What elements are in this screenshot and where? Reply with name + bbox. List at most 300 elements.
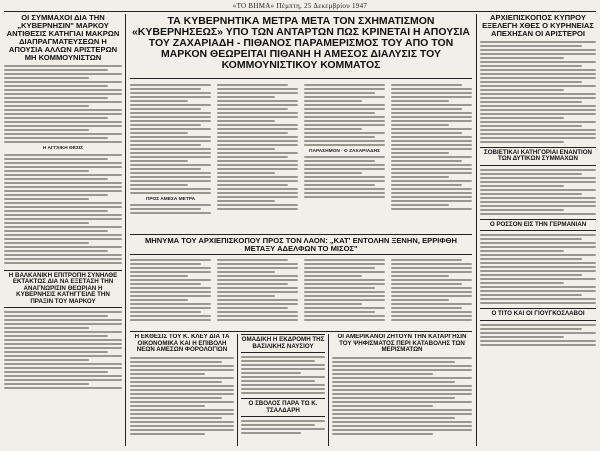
text-line <box>304 307 385 309</box>
text-line <box>332 361 455 363</box>
text-line <box>4 258 122 260</box>
text-line <box>4 230 108 232</box>
text-line <box>480 173 582 175</box>
text-line <box>332 417 455 419</box>
text-line <box>130 377 234 379</box>
text-line <box>332 369 472 371</box>
text-line <box>217 164 298 166</box>
text-line <box>217 184 288 186</box>
text-line <box>480 97 596 99</box>
masthead-rule <box>4 11 596 12</box>
left-kicker: Η ΑΓΓΛΙΚΗ ΘΕΣΙΣ <box>42 145 84 151</box>
right-story-1-body <box>480 41 596 143</box>
text-line <box>391 128 472 130</box>
message-col-1 <box>130 257 211 323</box>
text-line <box>4 363 122 365</box>
text-line <box>4 158 108 160</box>
text-line <box>4 319 122 321</box>
text-line <box>241 428 325 430</box>
text-line <box>391 311 472 313</box>
left-headline: ΟΙ ΣΥΜΜΑΧΟΙ ΔΙΑ ΤΗΝ „ΚΥΒΕΡΝΗΣΙΝ" ΜΑΡΚΟΥ ΑΝΤΙΘΕΣΙΣ ΚΑΤΗΓΙΑΙ ΜΑΚΡΩΝ ΔΙΑΠΡΑΓΜΑΤΕΥΣΕΩΝ Η ΑΠΟΥΣΙΑ ΑΛΛΩΝ ΑΡΙΣΤΕΡΩΝ ΜΗ ΚΟΜΜΟΥΝΙΣΤΩΝ <box>6 14 120 62</box>
banner-rule <box>130 78 472 79</box>
text-line <box>130 397 222 399</box>
text-line <box>332 385 472 387</box>
text-line <box>217 188 298 190</box>
text-line <box>332 409 472 411</box>
text-line <box>480 328 582 330</box>
text-line <box>241 356 325 358</box>
text-line <box>480 242 596 244</box>
text-line <box>4 234 122 236</box>
text-line <box>4 178 108 180</box>
text-line <box>130 381 222 383</box>
text-line <box>241 432 301 434</box>
text-line <box>130 311 201 313</box>
text-line <box>304 196 385 198</box>
text-line <box>391 188 472 190</box>
text-line <box>4 73 122 75</box>
text-line <box>4 210 108 212</box>
message-rule-top <box>130 234 472 235</box>
text-line <box>4 331 122 333</box>
bottom-divider-1 <box>237 334 238 446</box>
text-line <box>130 120 211 122</box>
bottom-story-2-box <box>241 334 325 353</box>
main-body-col-4 <box>391 82 472 216</box>
text-line <box>304 108 385 110</box>
text-line <box>4 129 89 131</box>
text-line <box>217 152 298 154</box>
text-line <box>304 275 362 277</box>
left-second-body <box>4 311 122 389</box>
text-line <box>480 282 564 284</box>
text-line <box>241 368 325 370</box>
text-line <box>217 299 298 301</box>
text-line <box>480 234 596 236</box>
text-line <box>304 319 385 321</box>
text-line <box>4 359 89 361</box>
text-line <box>4 339 122 341</box>
main-banner <box>130 16 472 76</box>
text-line <box>332 381 455 383</box>
text-line <box>304 160 375 162</box>
text-line <box>130 283 201 285</box>
main-body-col-3 <box>304 82 385 216</box>
text-line <box>4 347 122 349</box>
text-line <box>391 303 472 305</box>
text-line <box>304 156 385 158</box>
text-line <box>4 311 122 313</box>
text-line <box>480 65 582 67</box>
text-line <box>332 413 472 415</box>
text-line <box>4 250 108 252</box>
text-line <box>217 315 298 317</box>
right-headline: ΑΡΧΙΕΠΙΣΚΟΠΟΣ ΚΥΠΡΟΥ ΕΞΕΛΕΓΗ ΧΘΕΣ Ο ΚΥΡΗΝΕΙΑΣ ΑΠΕΧΗΣΑΝ ΟΙ ΑΡΙΣΤΕΡΟΙ <box>482 14 594 38</box>
bottom-story-3-box <box>241 398 325 417</box>
text-line <box>480 101 582 103</box>
text-line <box>130 275 188 277</box>
text-line <box>217 196 298 198</box>
text-line <box>130 409 234 411</box>
text-line <box>480 302 596 304</box>
masthead-title: «ΤΟ ΒΗΜΑ» Πέμπτη, 25 Δεκεμβρίου 1947 <box>232 2 368 10</box>
text-line <box>130 303 211 305</box>
text-line <box>4 154 122 156</box>
text-line <box>130 144 201 146</box>
text-line <box>480 286 596 288</box>
text-line <box>241 380 315 382</box>
text-line <box>217 291 298 293</box>
text-line <box>4 170 89 172</box>
text-line <box>391 116 472 118</box>
text-line <box>332 429 472 431</box>
text-line <box>241 388 325 390</box>
text-line <box>4 242 89 244</box>
text-line <box>4 81 122 83</box>
text-line <box>304 311 375 313</box>
right-story-3-headline: Ο ΡΟΣΣΟΝ ΕΙΣ ΤΗΝ ΓΕΡΜΑΝΙΑΝ <box>489 220 587 228</box>
text-line <box>480 61 596 63</box>
left-article-body-2 <box>4 154 122 264</box>
text-line <box>4 222 89 224</box>
text-line <box>241 376 325 378</box>
text-line <box>217 112 298 114</box>
bottom-divider-2 <box>328 334 329 446</box>
text-line <box>391 267 472 269</box>
text-line <box>304 299 385 301</box>
text-line <box>217 88 298 90</box>
text-line <box>130 405 205 407</box>
text-line <box>480 262 596 264</box>
text-line <box>130 291 211 293</box>
left-article-body <box>4 65 122 143</box>
text-line <box>4 202 122 204</box>
text-line <box>391 132 462 134</box>
text-line <box>130 96 211 98</box>
text-line <box>217 271 275 273</box>
text-line <box>480 133 596 135</box>
right-story-3-box <box>480 219 596 232</box>
text-line <box>391 283 462 285</box>
text-line <box>480 41 596 43</box>
text-line <box>4 375 122 377</box>
bottom-story-4-body <box>332 357 472 435</box>
text-line <box>130 168 201 170</box>
text-line <box>217 283 288 285</box>
text-line <box>4 371 108 373</box>
right-story-4-headline: Ο ΤΙΤΟ ΚΑΙ ΟΙ ΓΙΟΥΓΚΟΣΛΑΒΟΙ <box>491 310 585 318</box>
text-line <box>304 140 385 142</box>
main-kicker-1: ΠΡΟΣ ΑΜΕΣΑ ΜΕΤΡΑ <box>145 197 196 202</box>
text-line <box>217 84 288 86</box>
text-line <box>480 201 596 203</box>
text-line <box>4 379 122 381</box>
main-body-col-1 <box>130 82 211 216</box>
text-line <box>130 84 211 86</box>
text-line <box>304 295 385 297</box>
text-line <box>130 433 205 435</box>
text-line <box>130 389 234 391</box>
text-line <box>4 315 108 317</box>
text-line <box>217 108 288 110</box>
text-line <box>4 97 108 99</box>
text-line <box>391 295 472 297</box>
text-line <box>4 77 89 79</box>
text-line <box>480 53 596 55</box>
text-line <box>130 263 201 265</box>
text-line <box>241 372 301 374</box>
text-line <box>217 116 298 118</box>
bottom-story-1-headline: Η ΕΚΘΕΣΙΣ ΤΟΥ Κ. ΚΛΕΥ ΔΙΑ ΤΑ ΟΙΚΟΝΟΜΙΚΑ ΚΑΙ Η ΕΠΙΒΟΛΗ ΝΕΩΝ ΑΜΕΣΩΝ ΦΟΡΟΛΟΓΙΩΝ <box>134 334 230 353</box>
text-line <box>304 92 375 94</box>
text-line <box>4 93 122 95</box>
text-line <box>130 385 234 387</box>
text-line <box>4 226 122 228</box>
text-line <box>391 92 472 94</box>
text-line <box>130 429 234 431</box>
text-line <box>4 246 122 248</box>
column-rule-left <box>125 14 126 446</box>
message-body-columns <box>130 257 472 323</box>
text-line <box>480 258 582 260</box>
text-line <box>130 365 234 367</box>
text-line <box>391 152 449 154</box>
text-line <box>217 128 298 130</box>
text-line <box>217 144 298 146</box>
text-line <box>304 104 385 106</box>
bottom-story-2-body <box>241 356 325 394</box>
text-line <box>130 108 201 110</box>
bottom-story-1-body <box>130 357 234 435</box>
text-line <box>304 120 385 122</box>
text-line <box>391 100 449 102</box>
text-line <box>130 421 234 423</box>
text-line <box>391 124 449 126</box>
text-line <box>304 128 362 130</box>
text-line <box>4 190 122 192</box>
bottom-rule <box>130 331 472 332</box>
text-line <box>304 287 375 289</box>
text-line <box>332 433 433 435</box>
text-line <box>304 176 385 178</box>
text-line <box>480 266 596 268</box>
text-line <box>391 204 449 206</box>
text-line <box>391 156 472 158</box>
main-body-col-2 <box>217 82 298 216</box>
text-line <box>241 360 315 362</box>
text-line <box>391 299 449 301</box>
text-line <box>332 373 433 375</box>
text-line <box>391 275 449 277</box>
text-line <box>4 89 122 91</box>
text-line <box>130 295 211 297</box>
text-line <box>130 279 211 281</box>
text-line <box>4 133 122 135</box>
text-line <box>130 287 211 289</box>
bottom-story-3-headline: Ο ΣΒΟΛΟΣ ΠΑΡΑ ΤΩ Κ. ΤΣΑΛΔΑΡΗ <box>248 400 318 414</box>
text-line <box>217 124 298 126</box>
bottom-story-4-headline: ΟΙ ΑΜΕΡΙΚΑΝΟΙ ΖΗΤΟΥΝ ΤΗΝ ΚΑΤΑΡΓΗΣΙΝ ΤΟΥ ΨΗΦΙΣΜΑΤΟΣ ΠΕΡΙ ΚΑΤΑΒΟΛΗΣ ΤΩΝ ΜΕΡΙΣΜΑΤΩΝ <box>337 334 467 353</box>
text-line <box>217 96 275 98</box>
text-line <box>130 307 211 309</box>
text-line <box>130 393 234 395</box>
text-line <box>391 208 472 210</box>
main-kicker-2: ΠΑΡΑΣΗΜΟΝ · Ο ΖΑΧΑΡΙΑΔΗΣ <box>309 149 380 154</box>
text-line <box>130 100 188 102</box>
text-line <box>130 319 211 321</box>
text-line <box>217 132 288 134</box>
text-line <box>480 197 596 199</box>
text-line <box>4 327 89 329</box>
text-line <box>4 186 122 188</box>
text-line <box>480 250 564 252</box>
main-headline: ΤΑ ΚΥΒΕΡΝΗΤΙΚΑ ΜΕΤΡΑ ΜΕΤΑ ΤΟΝ ΣΧΗΜΑΤΙΣΜΟΝ «ΚΥΒΕΡΝΗΣΕΩΣ» ΥΠΟ ΤΩΝ ΑΝΤΑΡΤΩΝ ΠΩΣ ΚΡΙΝΕΤΑΙ Η ΑΠΟΥΣΙΑ ΤΟΥ ΖΑΧΑΡΙΑΔΗ - ΠΙΘΑΝΟΣ ΠΑΡΑΜΕΡΙΣΜΟΣ ΤΟΥ ΑΠΟ ΤΟΝ ΜΑΡΚΟΝ ΘΕΩΡΕΙΤΑΙ ΠΙΘΑΝΗ Η ΑΜΕΣΟΣ ΔΙΑΛΥΣΙΣ ΤΟΥ ΚΟΜΜΟΥΝΙΣΤΙΚΟΥ ΚΟΜΜΑΤΟΣ <box>131 16 471 72</box>
message-body <box>130 257 472 329</box>
text-line <box>391 172 472 174</box>
text-line <box>130 299 188 301</box>
text-line <box>4 262 122 264</box>
text-line <box>304 168 385 170</box>
text-line <box>391 84 462 86</box>
text-line <box>391 144 472 146</box>
text-line <box>304 263 385 265</box>
text-line <box>304 283 385 285</box>
text-line <box>130 373 205 375</box>
text-line <box>217 92 298 94</box>
text-line <box>217 140 298 142</box>
column-rule-right <box>476 14 477 446</box>
text-line <box>391 287 472 289</box>
text-line <box>130 180 211 182</box>
text-line <box>391 200 472 202</box>
text-line <box>4 85 108 87</box>
text-line <box>332 425 472 427</box>
text-line <box>217 120 275 122</box>
text-line <box>332 421 472 423</box>
text-line <box>391 104 472 106</box>
text-line <box>304 303 362 305</box>
text-line <box>217 295 275 297</box>
text-line <box>4 166 122 168</box>
text-line <box>391 196 472 198</box>
text-line <box>391 88 472 90</box>
text-line <box>4 182 122 184</box>
text-line <box>480 290 596 292</box>
text-line <box>4 137 108 139</box>
text-line <box>480 137 596 139</box>
text-line <box>391 164 472 166</box>
text-line <box>217 279 298 281</box>
text-line <box>4 367 122 369</box>
text-line <box>304 116 385 118</box>
right-story-2-body <box>480 169 596 215</box>
text-line <box>4 125 122 127</box>
text-line <box>391 259 462 261</box>
text-line <box>480 69 596 71</box>
text-line <box>217 136 298 138</box>
text-line <box>332 389 472 391</box>
text-line <box>4 323 122 325</box>
text-line <box>480 332 596 334</box>
text-line <box>4 69 108 71</box>
text-line <box>130 116 211 118</box>
text-line <box>130 259 211 261</box>
text-line <box>217 168 298 170</box>
text-line <box>480 89 564 91</box>
text-line <box>241 420 325 422</box>
text-line <box>480 125 582 127</box>
text-line <box>480 181 596 183</box>
text-line <box>4 117 108 119</box>
text-line <box>130 160 188 162</box>
text-line <box>391 168 472 170</box>
text-line <box>4 335 108 337</box>
text-line <box>480 81 582 83</box>
text-line <box>391 120 472 122</box>
text-line <box>217 319 298 321</box>
text-line <box>130 104 211 106</box>
text-line <box>217 263 298 265</box>
text-line <box>304 291 385 293</box>
text-line <box>391 279 472 281</box>
right-story-4-box <box>480 308 596 321</box>
left-second-headline: Η ΒΑΛΚΑΝΙΚΗ ΕΠΙΤΡΟΠΗ ΣΥΝΗΛΘΕ ΕΚΤΑΚΤΩΣ ΔΙΑ ΝΑ ΕΞΕΤΑΣΗ ΤΗΝ ΑΝΑΓΝΩΡΙΣΙΝ ΘΕΩΡΙΑΝ Η ΚΥΒΕΡΝΗΣΙΣ ΚΑΤΗΓΓΕΙΛΕ ΤΗΝ ΠΡΑΞΙΝ ΤΟΥ ΜΑΡΚΟΥ <box>8 271 118 305</box>
text-line <box>480 340 596 342</box>
text-line <box>130 212 211 214</box>
text-line <box>4 238 122 240</box>
text-line <box>304 267 375 269</box>
text-line <box>130 361 222 363</box>
text-line <box>130 267 211 269</box>
text-line <box>391 176 449 178</box>
text-line <box>217 200 275 202</box>
text-line <box>332 357 472 359</box>
text-line <box>304 84 385 86</box>
text-line <box>304 188 385 190</box>
text-line <box>130 152 211 154</box>
text-line <box>130 315 211 317</box>
left-column <box>4 14 122 446</box>
text-line <box>130 271 211 273</box>
text-line <box>217 148 275 150</box>
message-col-4 <box>391 257 472 323</box>
text-line <box>130 132 188 134</box>
text-line <box>217 303 298 305</box>
text-line <box>391 315 472 317</box>
text-line <box>391 192 472 194</box>
text-line <box>391 140 472 142</box>
text-line <box>304 271 385 273</box>
text-line <box>391 160 462 162</box>
text-line <box>480 294 582 296</box>
main-body-columns <box>130 82 472 216</box>
message-banner <box>130 237 472 253</box>
text-line <box>480 246 596 248</box>
text-line <box>4 254 122 256</box>
text-line <box>480 254 596 256</box>
text-line <box>480 85 596 87</box>
text-line <box>480 177 596 179</box>
text-line <box>130 140 211 142</box>
text-line <box>304 88 385 90</box>
text-line <box>480 278 596 280</box>
text-line <box>480 105 596 107</box>
text-line <box>304 192 385 194</box>
text-line <box>130 88 201 90</box>
text-line <box>480 205 596 207</box>
text-line <box>130 92 211 94</box>
text-line <box>304 180 385 182</box>
